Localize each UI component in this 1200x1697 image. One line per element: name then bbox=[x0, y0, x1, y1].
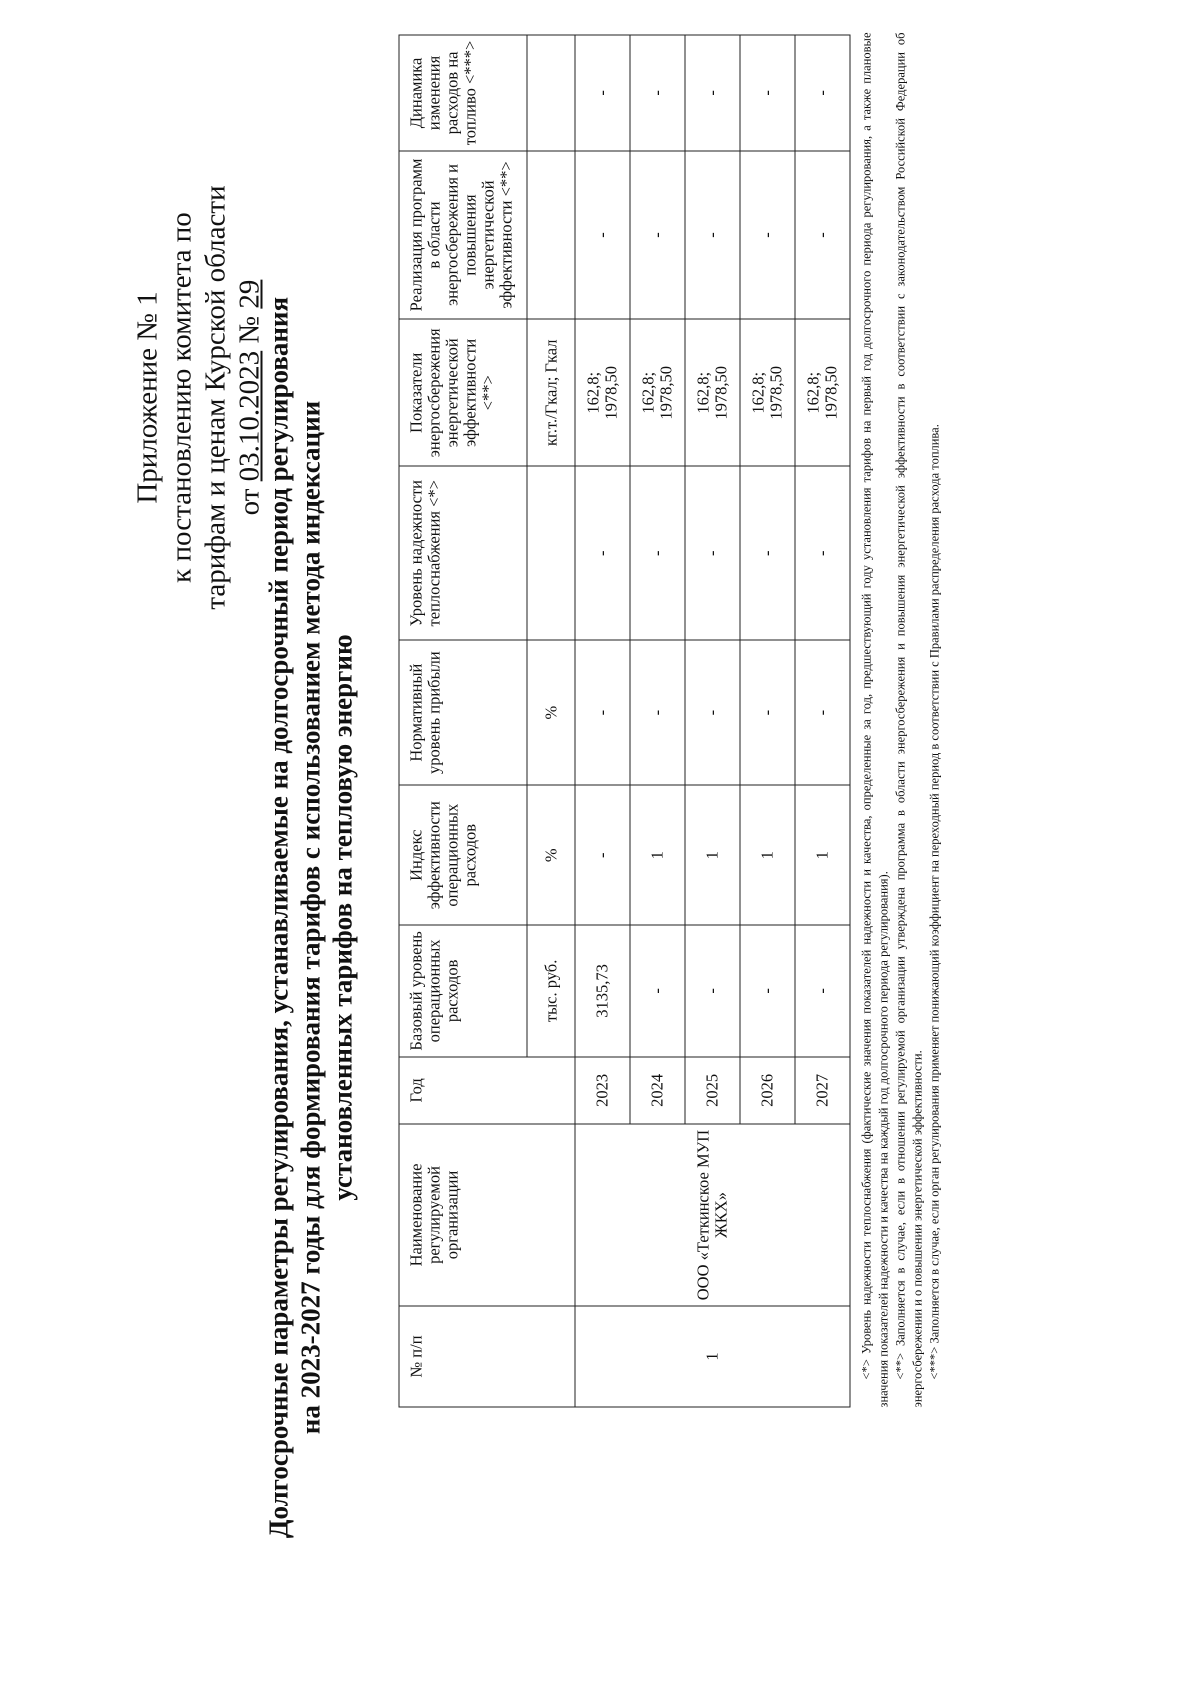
unit-programs bbox=[527, 150, 575, 318]
cell-profit: - bbox=[575, 640, 630, 785]
cell-energy: 162,8; 1978,50 bbox=[575, 319, 630, 466]
cell-energy: 162,8; 1978,50 bbox=[630, 319, 685, 466]
cell-energy: 162,8; 1978,50 bbox=[685, 319, 740, 466]
header-base: Базовый уровень операционных расходов bbox=[399, 925, 527, 1057]
cell-year: 2025 bbox=[685, 1056, 740, 1123]
cell-reliability: - bbox=[795, 466, 850, 640]
cell-base: - bbox=[685, 925, 740, 1057]
parameters-table bbox=[398, 34, 850, 1407]
cell-energy: 162,8; 1978,50 bbox=[740, 319, 795, 466]
cell-profit: - bbox=[740, 640, 795, 785]
cell-fuel: - bbox=[685, 35, 740, 151]
title-line: на 2023-2027 годы для формирования тарифов с использованием метода индексации bbox=[295, 400, 325, 1434]
cell-base: 3135,73 bbox=[575, 925, 630, 1057]
footnote: <**> Заполняется в случае, если в отношении регулируемой организации утверждена программа в области энергосбережения и повышения энергетической эффективности в соответствии с законодательством Российской Федерации об энергосбережении и о повышении энергетической эффективности. bbox=[893, 32, 924, 1407]
footnote: <***> Заполняется в случае, если орган регулирования применяет понижающий коэффициент на переходный период в соответствии с Правилами распределения расхода топлива. bbox=[927, 423, 941, 1379]
cell-index: 1 bbox=[685, 785, 740, 925]
cell-fuel: - bbox=[740, 35, 795, 151]
table-header-row bbox=[399, 35, 527, 1407]
cell-year: 2023 bbox=[575, 1056, 630, 1123]
footnote: <*> Уровень надежности теплоснабжения (фактические значения показателей надежности и качества, определенные за год, предшествующий году установления тарифов на первый год долгосрочного периода регулирования, а также плановые значения показателей надежности и качества на каждый год долгосрочного периода регулирования). bbox=[859, 32, 890, 1407]
title-line: Долгосрочные параметры регулирования, устанавливаемые на долгосрочный период регулирования bbox=[263, 296, 293, 1538]
cell-base: - bbox=[795, 925, 850, 1057]
cell-programs: - bbox=[575, 150, 630, 318]
header-reliability: Уровень надежности теплоснабжения <*> bbox=[399, 466, 527, 640]
cell-fuel: - bbox=[575, 35, 630, 151]
org-number: 1 bbox=[575, 1306, 850, 1407]
appendix-header bbox=[130, 177, 266, 617]
header-fuel: Динамика изменения расходов на топливо <***> bbox=[399, 35, 527, 151]
cell-reliability: - bbox=[575, 466, 630, 640]
cell-reliability: - bbox=[740, 466, 795, 640]
cell-profit: - bbox=[685, 640, 740, 785]
cell-year: 2027 bbox=[795, 1056, 850, 1123]
cell-programs: - bbox=[630, 150, 685, 318]
org-name: ООО «Теткинское МУП ЖКХ» bbox=[575, 1123, 850, 1305]
unit-index: % bbox=[527, 785, 575, 925]
footnotes bbox=[858, 32, 943, 1407]
header-profit: Нормативный уровень прибыли bbox=[399, 640, 527, 785]
cell-profit: - bbox=[795, 640, 850, 785]
unit-reliability bbox=[527, 466, 575, 640]
header-index: Индекс эффективности операционных расходов bbox=[399, 785, 527, 925]
appendix-date-line: от 03.10.2023 № 29 bbox=[233, 279, 265, 515]
appendix-ref-line: к постановлению комитета по bbox=[165, 211, 197, 583]
header-energy: Показатели энергосбережения энергетической эффективности <**> bbox=[399, 319, 527, 466]
resolution-number: 29 bbox=[233, 279, 265, 309]
table-row bbox=[575, 35, 630, 1407]
resolution-date: 03.10.2023 bbox=[233, 350, 265, 481]
cell-index: - bbox=[575, 785, 630, 925]
unit-profit: % bbox=[527, 640, 575, 785]
unit-fuel bbox=[527, 35, 575, 151]
document-title bbox=[262, 247, 358, 1587]
cell-reliability: - bbox=[630, 466, 685, 640]
cell-fuel: - bbox=[795, 35, 850, 151]
unit-base: тыс. руб. bbox=[527, 925, 575, 1057]
cell-index: 1 bbox=[630, 785, 685, 925]
cell-base: - bbox=[630, 925, 685, 1057]
cell-fuel: - bbox=[630, 35, 685, 151]
header-num: № п/п bbox=[399, 1306, 575, 1407]
header-org: Наименование регулируемой организации bbox=[399, 1123, 575, 1305]
title-line: установленных тарифов на тепловую энергию bbox=[327, 633, 357, 1201]
cell-profit: - bbox=[630, 640, 685, 785]
cell-base: - bbox=[740, 925, 795, 1057]
cell-programs: - bbox=[795, 150, 850, 318]
cell-reliability: - bbox=[685, 466, 740, 640]
cell-index: 1 bbox=[795, 785, 850, 925]
header-programs: Реализация программ в области энергосбережения и повышения энергетической эффективности <**> bbox=[399, 150, 527, 318]
cell-year: 2026 bbox=[740, 1056, 795, 1123]
cell-energy: 162,8; 1978,50 bbox=[795, 319, 850, 466]
cell-index: 1 bbox=[740, 785, 795, 925]
cell-programs: - bbox=[740, 150, 795, 318]
cell-programs: - bbox=[685, 150, 740, 318]
cell-year: 2024 bbox=[630, 1056, 685, 1123]
appendix-number: Приложение № 1 bbox=[131, 290, 163, 504]
unit-energy: кг.т./Гкал; Гкал bbox=[527, 319, 575, 466]
header-year: Год bbox=[399, 1056, 575, 1123]
appendix-ref-line: тарифам и ценам Курской области bbox=[199, 184, 231, 610]
